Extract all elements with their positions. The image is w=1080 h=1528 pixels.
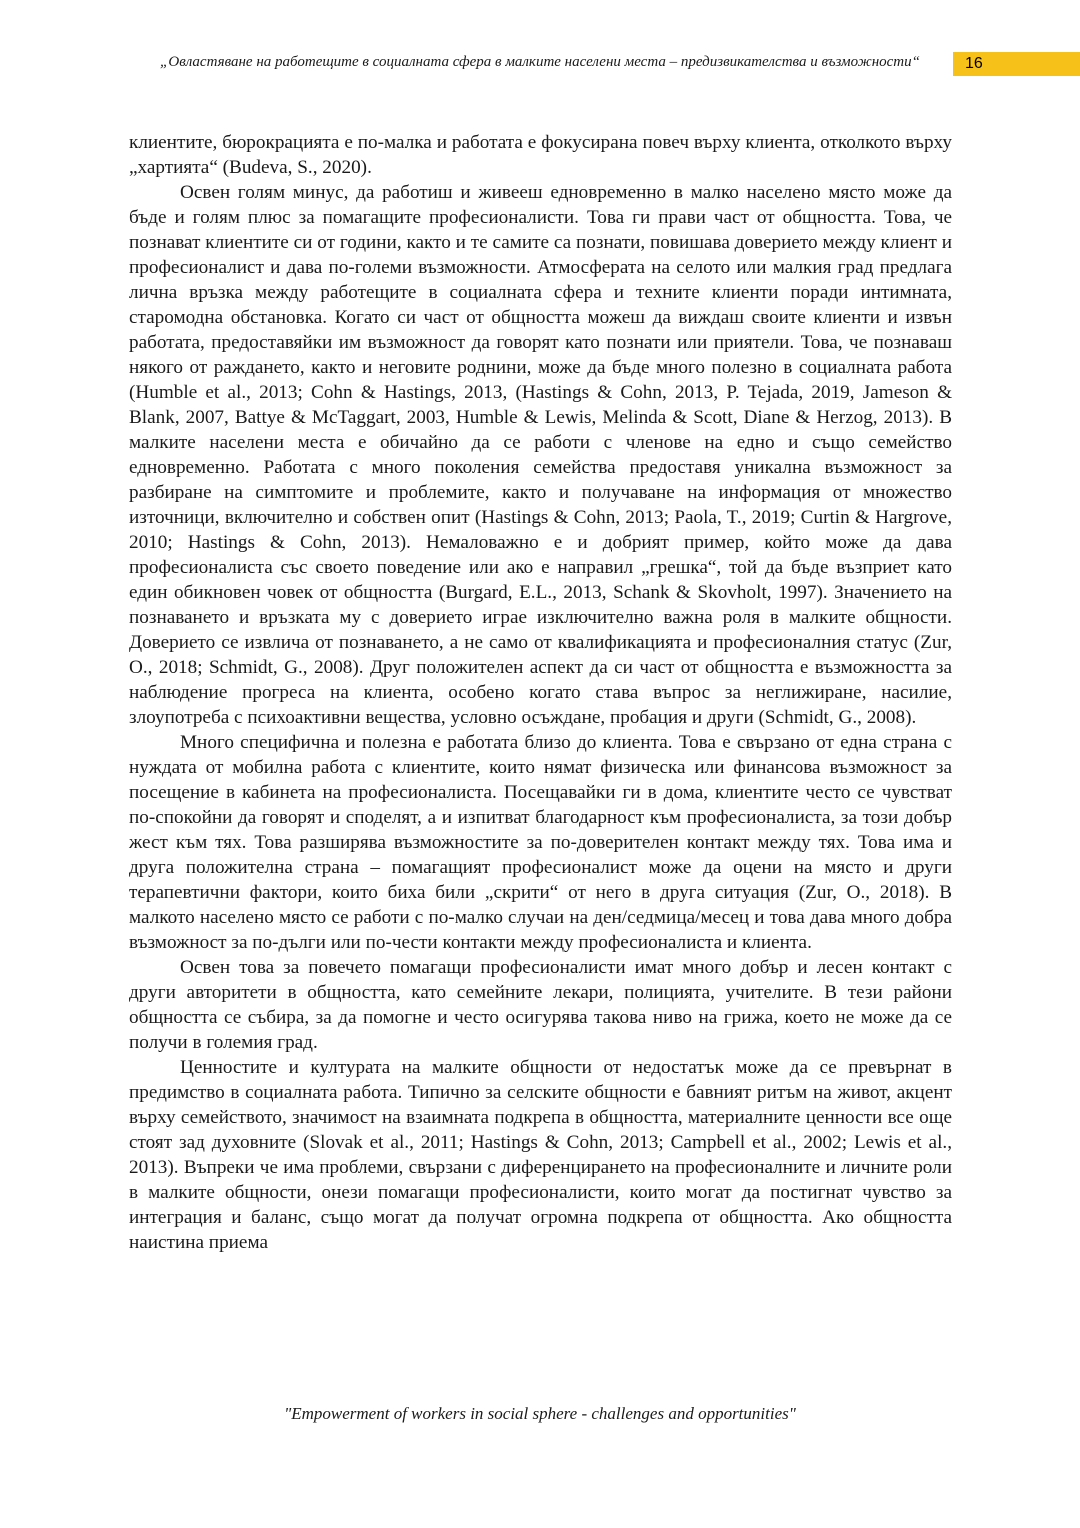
page-number-badge: 16 — [953, 52, 1080, 76]
paragraph: Освен това за повечето помагащи професионалисти имат много добър и лесен контакт с други авторитети в общността, като семейните лекари, полицията, учителите. В тези райони общността се събира, за да помогне и често осигурява такова ниво на грижа, което не може да се получи в големия град. — [129, 957, 952, 1053]
body-text — [129, 130, 952, 1255]
paragraph: клиентите, бюрокрацията е по-малка и работата е фокусирана повеч върху клиента, отколкото върху „хартията“ (Budeva, S., 2020). — [129, 132, 952, 178]
paragraph: Много специфична и полезна е работата близо до клиента. Това е свързано от една страна с нуждата от мобилна работа с клиентите, които нямат физическа или финансова възможност за посещение в кабинета на професионалиста. Посещавайки ги в дома, клиентите често се чувстват по-спокойни да говорят и споделят, а и изпитват благодарност към професионалиста, за този добър жест към тях. Това разширява възможностите за по-доверителен контакт между тях. Това има и друга положителна страна – помагащият професионалист може да оцени на място и други терапевтични фактори, които биха били „скрити“ от него в друга ситуация (Zur, O., 2018). В малкото населено място се работи с по-малко случаи на ден/седмица/месец и това дава много добра възможност за по-дълги или по-чести контакти между професионалиста и клиента. — [129, 732, 952, 953]
paragraph: Освен голям минус, да работиш и живееш едновременно в малко населено място може да бъде и голям плюс за помагащите професионалисти. Това ги прави част от общността. Това, че познават клиентите си от години, както и те самите са познати, повишава доверието между клиент и професионалист и дава по-големи възможности. Атмосферата на селото или малкия град предлага лична връзка между работещите в социалната сфера и техните клиенти поради интимната, старомодна обстановка. Когато си част от общността можеш да виждаш своите клиенти и извън работата, предоставяйки им възможност да говорят като познати или приятели. Това, че познаваш някого от раждането, както и неговите роднини, може да бъде много полезно в социалната работа (Humble et al., 2013; Cohn & Hastings, 2013, (Hastings & Cohn, 2013, P. Tejada, 2019, Jameson & Blank, 2007, Battye & McTaggart, 2003, Humble & Lewis, Melinda & Scott, Diane & Herzog, 2013). В малките населени места е обичайно да се работи с членове на едно и също семейство едновременно. Работата с много поколения семейства предоставя уникална възможност за разбиране на симптомите и проблемите, както и получаване на информация от множество източници, включително и собствен опит (Hastings & Cohn, 2013; Paola, T., 2019; Curtin & Hargrove, 2010; Hastings & Cohn, 2013). Немаловажно е и добрият пример, който може да дава професионалиста със своето поведение или ако е направил „грешка“, той да бъде възприет като един обикновен човек от общността (Burgard, E.L., 2013, Schank & Skovholt, 1997). Значението на познаването и връзката му с доверието играе изключително важна роля в малките общности. Доверието се извлича от познаването, а не само от квалификацията и професионалния статус (Zur, O., 2018; Schmidt, G., 2008). Друг положителен аспект да си част от общността е възможността за наблюдение прогреса на клиента, особено когато става въпрос за неглижиране, насилие, злоупотреба с психоактивни вещества, условно осъждане, пробация и други (Schmidt, G., 2008). — [129, 182, 952, 728]
paragraph: Ценностите и културата на малките общности от недостатък може да се превърнат в предимство в социалната работа. Типично за селските общности е бавният ритъм на живот, акцент върху семейството, значимост на взаимната подкрепа в общността, материалните ценности все още стоят зад духовните (Slovak et al., 2011; Hastings & Cohn, 2013; Campbell et al., 2002; Lewis et al., 2013). Въпреки че има проблеми, свързани с диференцирането на професионалните и личните роли в малките общности, онези помагащи професионалисти, които могат да постигнат чувство за интеграция и баланс, също могат да получат огромна подкрепа от общността. Ако общността наистина приема — [129, 1057, 952, 1253]
running-header-title: „Овластяване на работещите в социалната сфера в малките населени места – предизвикателства и възможности“ — [160, 54, 920, 70]
running-footer: "Empowerment of workers in social sphere - challenges and opportunities" — [284, 1404, 796, 1423]
